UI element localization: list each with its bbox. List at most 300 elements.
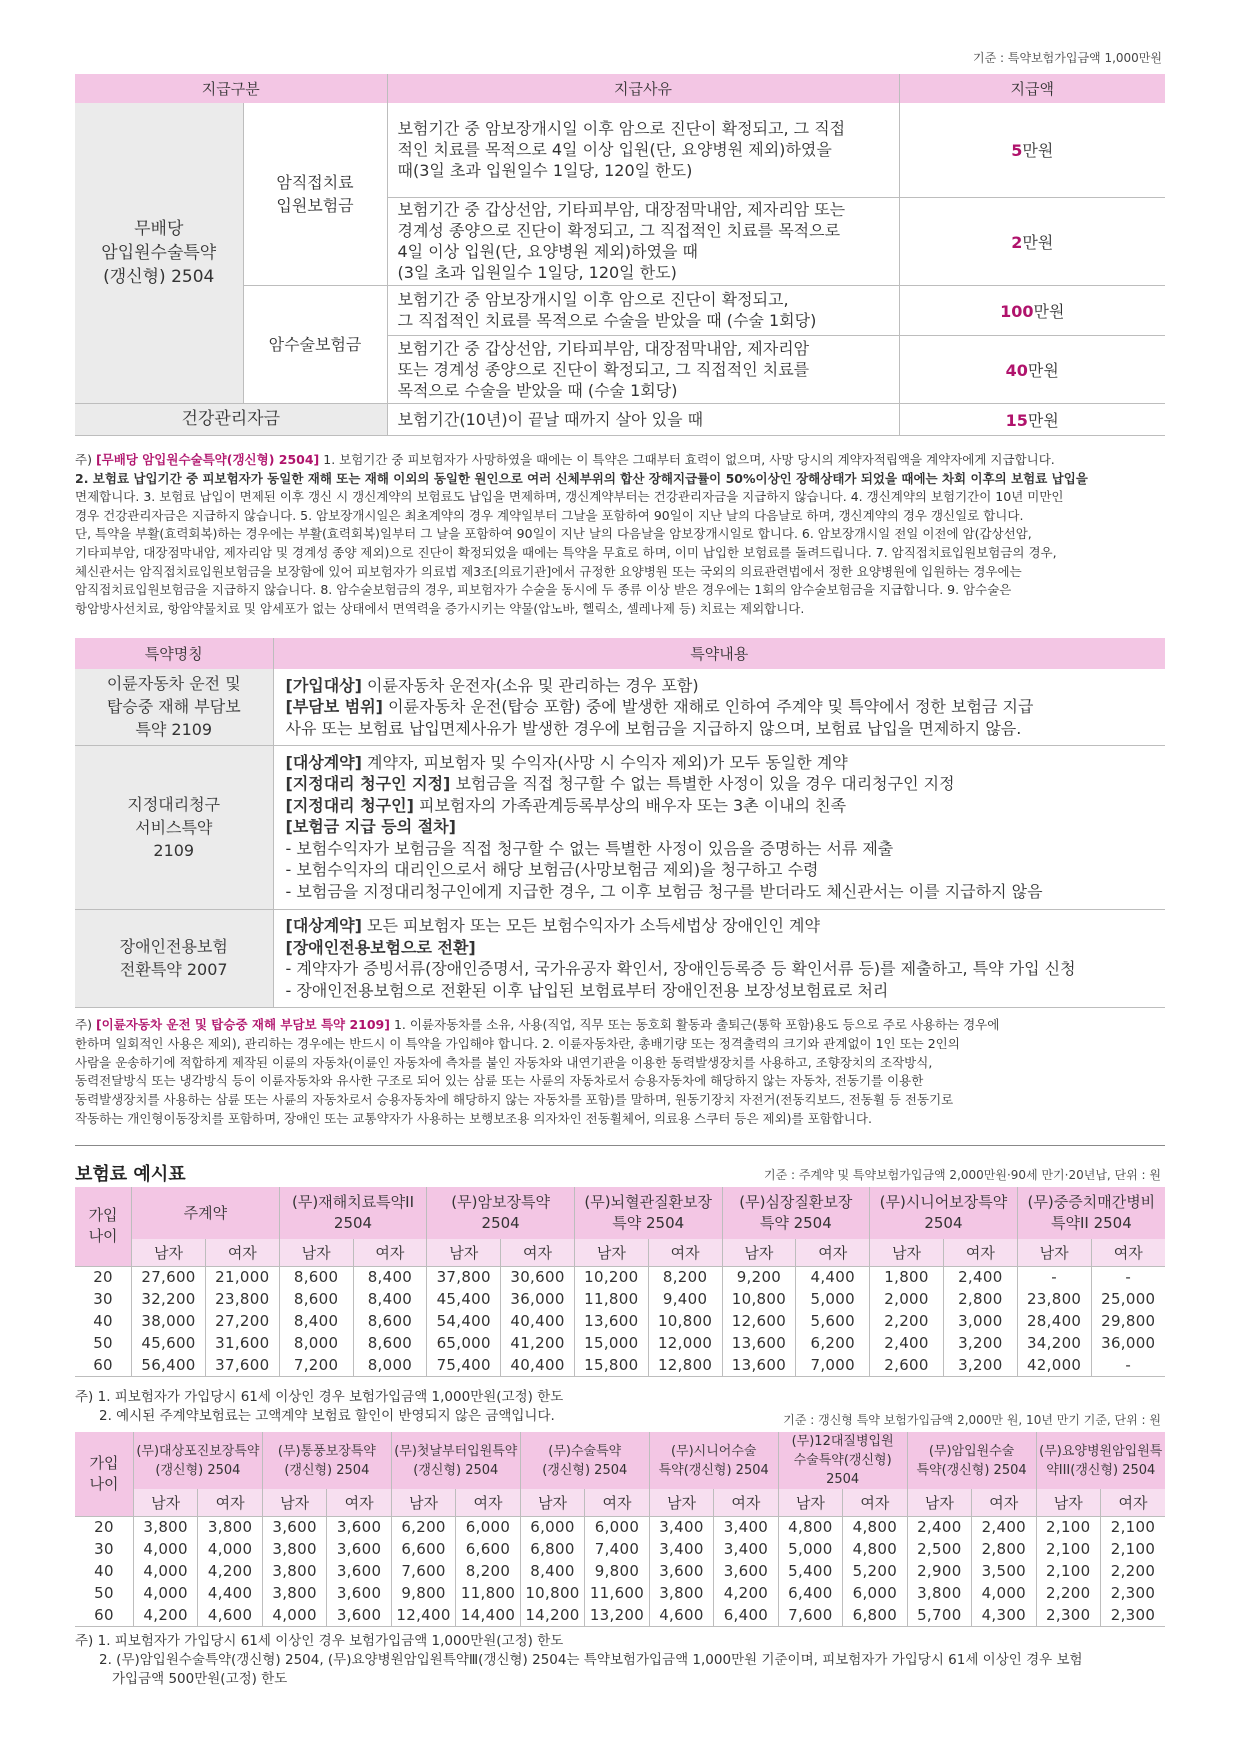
rider-line-text: - 계약자가 증빙서류(장애인증명서, 국가유공자 확인서, 장애인등록증 등 확인서류 등)를 제출하고, 특약 가입 신청 xyxy=(285,959,1076,978)
section-divider xyxy=(75,1145,1165,1146)
note-line xyxy=(75,451,1165,470)
female-header: 여자 xyxy=(353,1239,427,1266)
rider-line-text: - 장애인전용보험으로 전환된 이후 납입된 보험료부터 장애인전용 보장성보험료로 처리 xyxy=(285,980,889,1000)
premium-value: 9,200 xyxy=(722,1266,796,1288)
premium-value: 8,400 xyxy=(520,1560,584,1582)
product-header-line: 특약II 2504 xyxy=(1050,1214,1132,1232)
premium-value: 2,200 xyxy=(1036,1582,1100,1604)
premium-value: 2,900 xyxy=(907,1560,971,1582)
premium-value: 28,400 xyxy=(1017,1310,1091,1332)
footnote-line: 주) 1. 피보험자가 가입당시 61세 이상인 경우 보험가입금액 1,000만원(고정) 한도 xyxy=(75,1389,564,1405)
benefit-reason xyxy=(387,285,899,335)
premium-value: 3,600 xyxy=(327,1560,391,1582)
rider-line xyxy=(286,816,1158,838)
premium-value: 3,600 xyxy=(327,1538,391,1560)
rider-line xyxy=(286,958,1158,980)
product-header-line: 특약 2504 xyxy=(759,1214,832,1232)
premium-value: 5,400 xyxy=(778,1560,842,1582)
product-header xyxy=(391,1432,520,1489)
female-header: 여자 xyxy=(1101,1489,1166,1516)
rider-name-cell xyxy=(75,103,243,403)
premium-value: 2,400 xyxy=(972,1516,1036,1538)
benefit-reason xyxy=(387,197,899,285)
premium-value: 5,000 xyxy=(796,1288,870,1310)
rider-content-motorcycle xyxy=(273,669,1165,745)
premium-value: 2,400 xyxy=(907,1516,971,1538)
premium-value: 3,800 xyxy=(907,1582,971,1604)
rider-line-label: [대상계약] xyxy=(285,752,362,772)
rider-line-label: [지정대리 청구인] xyxy=(285,795,414,815)
premium-value: 8,000 xyxy=(353,1354,427,1376)
premium-value: 4,000 xyxy=(972,1582,1036,1604)
premium-value: 2,100 xyxy=(1036,1538,1100,1560)
product-header xyxy=(427,1187,575,1239)
rider-line xyxy=(286,795,1158,817)
premium-value: - xyxy=(1091,1266,1165,1288)
rider-line-label: [가입대상] xyxy=(285,675,362,695)
premium-value: 2,800 xyxy=(943,1288,1017,1310)
hospitalization-benefit-line: 암직접치료 xyxy=(276,172,354,192)
product-header-line: (무)통풍보장특약 xyxy=(277,1443,376,1459)
footnote-line: 2. (무)암입원수술특약(갱신형) 2504, (무)요양병원암입원특약Ⅲ(갱신형) 2504는 특약보험가입금액 1,000만원 기준이며, 피보험자가 가입당시 61세 이상인 경우 보험 xyxy=(99,1652,1083,1668)
premium-value: 2,200 xyxy=(870,1310,944,1332)
premium-value: 8,600 xyxy=(353,1310,427,1332)
product-header xyxy=(520,1432,649,1489)
rider-table xyxy=(75,638,1165,1008)
product-header xyxy=(778,1432,907,1489)
premium-value: 2,200 xyxy=(1101,1560,1166,1582)
premium-value: 25,000 xyxy=(1091,1288,1165,1310)
female-header: 여자 xyxy=(972,1489,1036,1516)
premium-value: 15,000 xyxy=(574,1332,648,1354)
premium-value: 3,400 xyxy=(714,1538,778,1560)
premium-value: 30,600 xyxy=(501,1266,575,1288)
note-title: [무배당 암입원수술특약(갱신형) 2504] xyxy=(95,452,320,467)
rider-name-line: 전환특약 2007 xyxy=(119,960,228,979)
premium-row xyxy=(75,1288,1165,1310)
premium-value: 3,800 xyxy=(262,1538,326,1560)
product-header xyxy=(722,1187,870,1239)
premium2-basis: 기준 : 갱신형 특약 보험가입금액 2,000만 원, 10년 만기 기준, 단위 : 원 xyxy=(783,1413,1161,1427)
premium-value: 4,400 xyxy=(198,1582,262,1604)
premium-value: 5,700 xyxy=(907,1604,971,1626)
age-cell: 60 xyxy=(75,1604,133,1626)
premium-value: 34,200 xyxy=(1017,1332,1091,1354)
premium-value: 5,600 xyxy=(796,1310,870,1332)
premium-value: - xyxy=(1091,1354,1165,1376)
premium-value: 13,600 xyxy=(722,1332,796,1354)
note-line: 기타피부암, 대장점막내암, 제자리암 및 경계성 종양 제외)으로 진단이 확정되었을 때에는 특약을 무효로 하며, 이미 납입한 보험료를 돌려드립니다. 7. 암직접치료입원보험금의 경우, xyxy=(75,544,1057,560)
premium-value: 3,800 xyxy=(262,1582,326,1604)
age-cell: 30 xyxy=(94,1540,114,1558)
female-header: 여자 xyxy=(648,1239,722,1266)
male-header: 남자 xyxy=(427,1239,501,1266)
premium-value: 7,600 xyxy=(778,1604,842,1626)
male-header: 남자 xyxy=(574,1239,648,1266)
note-line: 동력발생장치를 사용하는 삼륜 또는 사륜의 자동차로서 승용자동차에 해당하지 않는 자동차를 포함)를 말하며, 원동기장치 자전거(전동킥보드, 전동휠 등 전동기로 xyxy=(75,1092,954,1108)
premium-value: 2,300 xyxy=(1036,1604,1100,1626)
premium-value: 2,400 xyxy=(943,1266,1017,1288)
premium-value: 13,600 xyxy=(574,1310,648,1332)
age-cell: 50 xyxy=(94,1584,114,1602)
product-header-line: 2504 xyxy=(333,1214,373,1232)
product-header-line: (무)수술특약 xyxy=(548,1443,622,1459)
product-header xyxy=(262,1432,391,1489)
note-line: 작동하는 개인형이동장치를 포함하며, 장애인 또는 교통약자가 사용하는 보행보조용 의자차인 전동휠체어, 의료용 스쿠터 등은 제외)를 포함합니다. xyxy=(75,1110,872,1126)
premium-value: - xyxy=(1017,1266,1091,1288)
product-header-line: (무)중증치매간병비 xyxy=(1027,1193,1156,1211)
note-prefix: 주) xyxy=(75,452,96,467)
rider-line-text: - 보험수익자가 보험금을 직접 청구할 수 없는 특별한 사정이 있음을 증명하는 서류 제출 xyxy=(285,838,894,858)
rider-name-disabled xyxy=(75,909,273,1007)
premium-value: 40,400 xyxy=(501,1310,575,1332)
reason-line: 4일 이상 입원(단, 요양병원 제외)하였을 때 xyxy=(397,242,698,261)
premium-value: 56,400 xyxy=(132,1354,206,1376)
footnote-line: 2. 예시된 주계약보험료는 고액계약 보험료 할인이 반영되지 않은 금액입니다. xyxy=(99,1408,555,1424)
premium-value: 8,400 xyxy=(353,1266,427,1288)
female-header: 여자 xyxy=(198,1489,262,1516)
premium-value: 2,500 xyxy=(907,1538,971,1560)
premium-value: 21,000 xyxy=(205,1266,279,1288)
premium-value: 6,000 xyxy=(520,1516,584,1538)
rider-line xyxy=(286,838,1158,860)
hospitalization-benefit-line: 입원보험금 xyxy=(276,195,354,215)
product-header-line: (갱신형) 2504 xyxy=(155,1462,241,1478)
rider-line-label: [부담보 범위] xyxy=(285,697,383,716)
premium-value: 9,800 xyxy=(391,1582,455,1604)
male-header: 남자 xyxy=(907,1489,971,1516)
premium-value: 2,000 xyxy=(870,1288,944,1310)
rider-line-text: 피보험자의 가족관계등록부상의 배우자 또는 3촌 이내의 친족 xyxy=(413,795,847,815)
premium-value: 42,000 xyxy=(1017,1354,1091,1376)
surgery-benefit-cell: 암수술보험금 xyxy=(243,285,387,403)
rider-line xyxy=(286,718,1158,740)
premium-value: 8,400 xyxy=(279,1310,353,1332)
age-cell: 40 xyxy=(94,1562,114,1580)
product-header xyxy=(279,1187,427,1239)
age-cell: 40 xyxy=(93,1312,113,1330)
premium-value: 31,600 xyxy=(205,1332,279,1354)
note-line: 동력전달방식 또는 냉각방식 등이 이륜자동차와 유사한 구조로 되어 있는 삼륜 또는 사륜의 자동차로서 승용자동차에 해당하지 않는 자동차, 전동기를 이용한 xyxy=(75,1073,924,1089)
benefit-amount xyxy=(899,285,1165,335)
premium-value: 36,000 xyxy=(1091,1332,1165,1354)
premium-value: 65,000 xyxy=(427,1332,501,1354)
premium-value: 27,200 xyxy=(205,1310,279,1332)
age-header-line: 나이 xyxy=(88,1227,118,1246)
premium-basis: 기준 : 주계약 및 특약보험가입금액 2,000만원·90세 만기·20년납, 단위 : 원 xyxy=(764,1168,1161,1182)
product-header xyxy=(870,1187,1018,1239)
benefit-reason xyxy=(387,335,899,403)
rider-line-text: 계약자, 피보험자 및 수익자(사망 시 수익자 제외)가 모두 동일한 계약 xyxy=(361,752,848,772)
reason-line: 적인 치료를 목적으로 4일 이상 입원(단, 요양병원 제외)하였을 xyxy=(397,140,832,160)
header-category: 지급구분 xyxy=(75,74,387,103)
premium-value: 14,400 xyxy=(456,1604,520,1626)
reason-line: 경계성 종양으로 진단이 확정되고, 그 직접적인 치료를 목적으로 xyxy=(397,221,841,240)
note-title: [이륜자동차 운전 및 탑승중 재해 부담보 특약 2109] xyxy=(95,1017,390,1032)
amount-value: 2 xyxy=(1011,232,1023,252)
male-header: 남자 xyxy=(133,1489,197,1516)
premium-value: 29,800 xyxy=(1091,1310,1165,1332)
premium-value: 2,100 xyxy=(1101,1516,1166,1538)
premium-value: 2,800 xyxy=(972,1538,1036,1560)
rider-line-text: 사유 또는 보험료 납입면제사유가 발생한 경우에 보험금을 지급하지 않으며, 보험료 납입을 면제하지 않음. xyxy=(285,718,1022,738)
rider-name-line: 특약 2109 xyxy=(135,720,213,740)
male-header: 남자 xyxy=(132,1239,206,1266)
rider-line-text: 보험금을 직접 청구할 수 없는 특별한 사정이 있을 경우 대리청구인 지정 xyxy=(450,774,955,794)
premium-value: 32,200 xyxy=(132,1288,206,1310)
female-header: 여자 xyxy=(796,1239,870,1266)
premium-value: 2,400 xyxy=(870,1332,944,1354)
amount-unit: 만원 xyxy=(1033,301,1065,321)
rider-name-line: (갱신형) 2504 xyxy=(103,266,215,287)
premium-value: 3,600 xyxy=(327,1582,391,1604)
premium-value: 4,200 xyxy=(133,1604,197,1626)
male-header: 남자 xyxy=(520,1489,584,1516)
premium-value: 7,000 xyxy=(796,1354,870,1376)
reason-line: 보험기간 중 암보장개시일 이후 암으로 진단이 확정되고, 그 직접 xyxy=(397,119,846,139)
rider-name-line: 탑승중 재해 부담보 xyxy=(106,697,241,717)
premium-value: 7,200 xyxy=(279,1354,353,1376)
premium2-footnote xyxy=(75,1632,1083,1689)
product-header-line: (무)요양병원암입원특 xyxy=(1039,1443,1163,1459)
note-line: 한하며 일회적인 사용은 제외), 관리하는 경우에는 반드시 이 특약을 가입해야 합니다. 2. 이륜자동차란, 총배기량 또는 정격출력의 크기와 관계없이 1인 또는 2인의 xyxy=(75,1035,960,1051)
age-cell: 50 xyxy=(93,1334,113,1352)
rider-line xyxy=(286,675,1158,697)
premium-value: 36,000 xyxy=(501,1288,575,1310)
female-header: 여자 xyxy=(1091,1239,1165,1266)
rider-name-motorcycle xyxy=(75,669,273,745)
rider-line-text: - 보험수익자의 대리인으로서 해당 보험금(사망보험금 제외)을 청구하고 수령 xyxy=(285,860,819,880)
product-header-line: 특약(갱신형) 2504 xyxy=(658,1462,769,1478)
premium-value: 3,400 xyxy=(714,1516,778,1538)
premium-value: 10,800 xyxy=(722,1288,796,1310)
premium-footnote xyxy=(75,1388,563,1426)
premium-value: 12,000 xyxy=(648,1332,722,1354)
premium-value: 38,000 xyxy=(132,1310,206,1332)
age-header xyxy=(75,1187,132,1266)
premium-row xyxy=(75,1310,1165,1332)
product-header-line: (무)첫날부터입원특약 xyxy=(394,1443,518,1459)
male-header: 남자 xyxy=(870,1239,944,1266)
premium-value: 4,000 xyxy=(133,1538,197,1560)
premium-value: 7,400 xyxy=(585,1538,649,1560)
product-header-line: (무)시니어수술 xyxy=(670,1443,757,1459)
age-cell: 60 xyxy=(75,1354,132,1376)
note-line: 암직접치료입원보험금을 지급하지 않습니다. 8. 암수술보험금의 경우, 피보험자가 수술을 동시에 두 종류 이상 받은 경우에는 1회의 암수술보험금을 지급합니다. 9. 암수술은 xyxy=(75,582,1012,598)
premium-row xyxy=(75,1560,1165,1582)
premium-row xyxy=(75,1538,1165,1560)
product-header xyxy=(649,1432,778,1489)
male-header: 남자 xyxy=(1017,1239,1091,1266)
premium-value: 13,600 xyxy=(722,1354,796,1376)
amount-value: 100 xyxy=(1000,301,1034,321)
premium-value: 7,600 xyxy=(391,1560,455,1582)
female-header: 여자 xyxy=(943,1239,1017,1266)
reason-line: 보험기간 중 갑상선암, 기타피부암, 대장점막내암, 제자리암 또는 xyxy=(397,200,846,219)
health-fund-amount xyxy=(899,403,1165,435)
premium-value: 4,600 xyxy=(649,1604,713,1626)
rider-line xyxy=(286,937,1158,959)
premium-value: 6,000 xyxy=(456,1516,520,1538)
premium-value: 8,600 xyxy=(279,1288,353,1310)
age-cell: 20 xyxy=(94,1518,114,1537)
product-header xyxy=(907,1432,1036,1489)
premium-value: 2,300 xyxy=(1101,1604,1166,1626)
rider-name-line: 암입원수술특약 xyxy=(101,242,217,263)
product-header-line: 수술특약(갱신형) 2504 xyxy=(793,1453,892,1487)
premium-value: 6,800 xyxy=(843,1604,907,1626)
notes-motorcycle-rider xyxy=(75,1016,1165,1129)
product-header-line: (무)대상포진보장특약 xyxy=(136,1443,260,1459)
note-line: 체신관서는 암직접치료입원보험금을 보장함에 있어 피보험자가 의료법 제3조[의료기관]에서 규정한 요양병원 또는 국외의 의료관련법에서 정한 요양병원에 입원하는 경우에는 xyxy=(75,563,1022,579)
premium-value: 6,200 xyxy=(391,1516,455,1538)
male-header: 남자 xyxy=(1036,1489,1100,1516)
rider-line xyxy=(286,859,1158,881)
premium-value: 8,200 xyxy=(456,1560,520,1582)
rider-line-text: 모든 피보험자 또는 모든 보험수익자가 소득세법상 장애인인 계약 xyxy=(361,916,820,935)
premium-value: 12,400 xyxy=(391,1604,455,1626)
premium-value: 3,800 xyxy=(133,1516,197,1538)
footnote-line: 주) 1. 피보험자가 가입당시 61세 이상인 경우 보험가입금액 1,000만원(고정) 한도 xyxy=(75,1633,564,1649)
notes-cancer-rider xyxy=(75,451,1165,618)
premium-value: 10,800 xyxy=(520,1582,584,1604)
male-header: 남자 xyxy=(279,1239,353,1266)
product-header-line: (무)뇌혈관질환보장 xyxy=(584,1193,713,1211)
premium-section-title: 보험료 예시표 xyxy=(75,1164,186,1185)
product-header xyxy=(1036,1432,1165,1489)
benefit-amount xyxy=(899,335,1165,403)
male-header: 남자 xyxy=(262,1489,326,1516)
product-header-line: (갱신형) 2504 xyxy=(542,1462,628,1478)
premium-value: 13,200 xyxy=(585,1604,649,1626)
product-header-line: 주계약 xyxy=(183,1203,228,1222)
age-header-line: 나이 xyxy=(89,1474,119,1493)
premium-value: 9,800 xyxy=(585,1560,649,1582)
premium-value: 6,400 xyxy=(714,1604,778,1626)
premium-value: 14,200 xyxy=(520,1604,584,1626)
product-header xyxy=(574,1187,722,1239)
female-header: 여자 xyxy=(327,1489,391,1516)
reason-line: 보험기간 중 암보장개시일 이후 암으로 진단이 확정되고, xyxy=(397,290,789,309)
premium-value: 54,400 xyxy=(427,1310,501,1332)
header-amount: 지급액 xyxy=(899,74,1165,103)
premium-value: 8,600 xyxy=(279,1266,353,1288)
rider-line xyxy=(286,696,1158,718)
premium-value: 4,000 xyxy=(133,1582,197,1604)
age-header-line: 가입 xyxy=(89,1453,119,1472)
premium-value: 4,800 xyxy=(778,1516,842,1538)
rider-line-text: 이륜자동차 운전(탑승 포함) 중에 발생한 재해로 인하여 주계약 및 특약에서 정한 보험금 지급 xyxy=(382,697,1034,716)
female-header: 여자 xyxy=(501,1239,575,1266)
premium-value: 2,300 xyxy=(1101,1582,1166,1604)
premium-table-main xyxy=(75,1187,1165,1377)
note-line: 면제합니다. 3. 보험료 납입이 면제된 이후 갱신 시 갱신계약의 보험료도 납입을 면제하며, 갱신계약부터는 건강관리자금을 지급하지 않습니다. 4. 갱신계약의 보험기간이 10년 미만인 xyxy=(75,489,1064,505)
male-header: 남자 xyxy=(391,1489,455,1516)
premium-value: 4,400 xyxy=(796,1266,870,1288)
benefit-table xyxy=(75,74,1165,436)
product-header-line: 2504 xyxy=(924,1214,963,1232)
male-header: 남자 xyxy=(649,1489,713,1516)
premium-value: 2,100 xyxy=(1101,1538,1166,1560)
rider-line-label: [대상계약] xyxy=(285,916,362,935)
female-header: 여자 xyxy=(585,1489,649,1516)
product-header-line: 특약(갱신형) 2504 xyxy=(916,1462,1027,1478)
premium-value: 3,600 xyxy=(327,1516,391,1538)
product-header-line: 특약 2504 xyxy=(612,1214,685,1232)
premium-value: 40,400 xyxy=(501,1354,575,1376)
note-text-bold: 2. 보험료 납입기간 중 피보험자가 동일한 재해 또는 재해 이외의 동일한 원인으로 여러 신체부위의 합산 장해지급률이 50%이상인 장해상태가 되었을 때에는 차회 이후의 보험료 납입을 xyxy=(75,470,1088,486)
premium-value: 3,800 xyxy=(649,1582,713,1604)
female-header: 여자 xyxy=(714,1489,778,1516)
rider-name-line: 무배당 xyxy=(134,218,184,239)
premium-value: 15,800 xyxy=(574,1354,648,1376)
premium-value: 5,000 xyxy=(778,1538,842,1560)
amount-unit: 만원 xyxy=(1022,232,1054,252)
premium-value: 8,200 xyxy=(648,1266,722,1288)
premium-row xyxy=(75,1266,1165,1288)
amount-value: 15 xyxy=(1005,410,1028,430)
product-header xyxy=(1017,1187,1165,1239)
header-reason: 지급사유 xyxy=(387,74,899,103)
reason-line: 목적으로 수술을 받았을 때 (수술 1회당) xyxy=(397,380,678,400)
premium-value: 1,800 xyxy=(870,1266,944,1288)
premium-value: 4,300 xyxy=(972,1604,1036,1626)
male-header: 남자 xyxy=(722,1239,796,1266)
premium-value: 3,800 xyxy=(198,1516,262,1538)
rider-name-line: 이륜자동차 운전 및 xyxy=(106,674,241,694)
premium-row xyxy=(75,1332,1165,1354)
premium-value: 6,000 xyxy=(843,1582,907,1604)
premium-value: 23,800 xyxy=(205,1288,279,1310)
premium-value: 12,800 xyxy=(648,1354,722,1376)
premium-value: 4,600 xyxy=(198,1604,262,1626)
premium-value: 11,800 xyxy=(456,1582,520,1604)
premium-value: 6,400 xyxy=(778,1582,842,1604)
premium-value: 3,400 xyxy=(649,1516,713,1538)
age-cell: 30 xyxy=(93,1290,113,1308)
product-header-line: (무)심장질환보장 xyxy=(739,1193,853,1211)
rider-line-label: [보험금 지급 등의 절차] xyxy=(285,817,456,837)
premium-value: 27,600 xyxy=(132,1266,206,1288)
premium-value: 8,600 xyxy=(353,1332,427,1354)
basis-note-1: 기준 : 특약보험가입금액 1,000만원 xyxy=(973,51,1162,65)
premium-value: 45,400 xyxy=(427,1288,501,1310)
amount-value: 40 xyxy=(1005,360,1028,380)
premium-value: 37,800 xyxy=(427,1266,501,1288)
premium-value: 75,400 xyxy=(427,1354,501,1376)
health-fund-reason: 보험기간(10년)이 끝날 때까지 살아 있을 때 xyxy=(387,403,899,435)
rider-line-text: 이륜자동차 운전자(소유 및 관리하는 경우 포함) xyxy=(361,675,699,695)
female-header: 여자 xyxy=(456,1489,520,1516)
premium-value: 3,200 xyxy=(943,1354,1017,1376)
premium-row xyxy=(75,1354,1165,1376)
premium-value: 3,500 xyxy=(972,1560,1036,1582)
premium-value: 6,600 xyxy=(391,1538,455,1560)
premium-value: 9,400 xyxy=(648,1288,722,1310)
premium-value: 2,600 xyxy=(870,1354,944,1376)
note-line xyxy=(75,470,1165,489)
premium-value: 3,400 xyxy=(649,1538,713,1560)
product-header-line: (갱신형) 2504 xyxy=(284,1462,370,1478)
premium-value: 2,100 xyxy=(1036,1516,1100,1538)
health-fund-label: 건강관리자금 xyxy=(75,403,387,435)
note-prefix: 주) xyxy=(75,1017,96,1032)
premium-value: 45,600 xyxy=(132,1332,206,1354)
rider-line xyxy=(286,881,1158,903)
reason-line: (3일 초과 입원일수 1일당, 120일 한도) xyxy=(397,263,677,282)
premium-value: 6,800 xyxy=(520,1538,584,1560)
product-header-line: (무)시니어보장특약 xyxy=(879,1193,1008,1211)
